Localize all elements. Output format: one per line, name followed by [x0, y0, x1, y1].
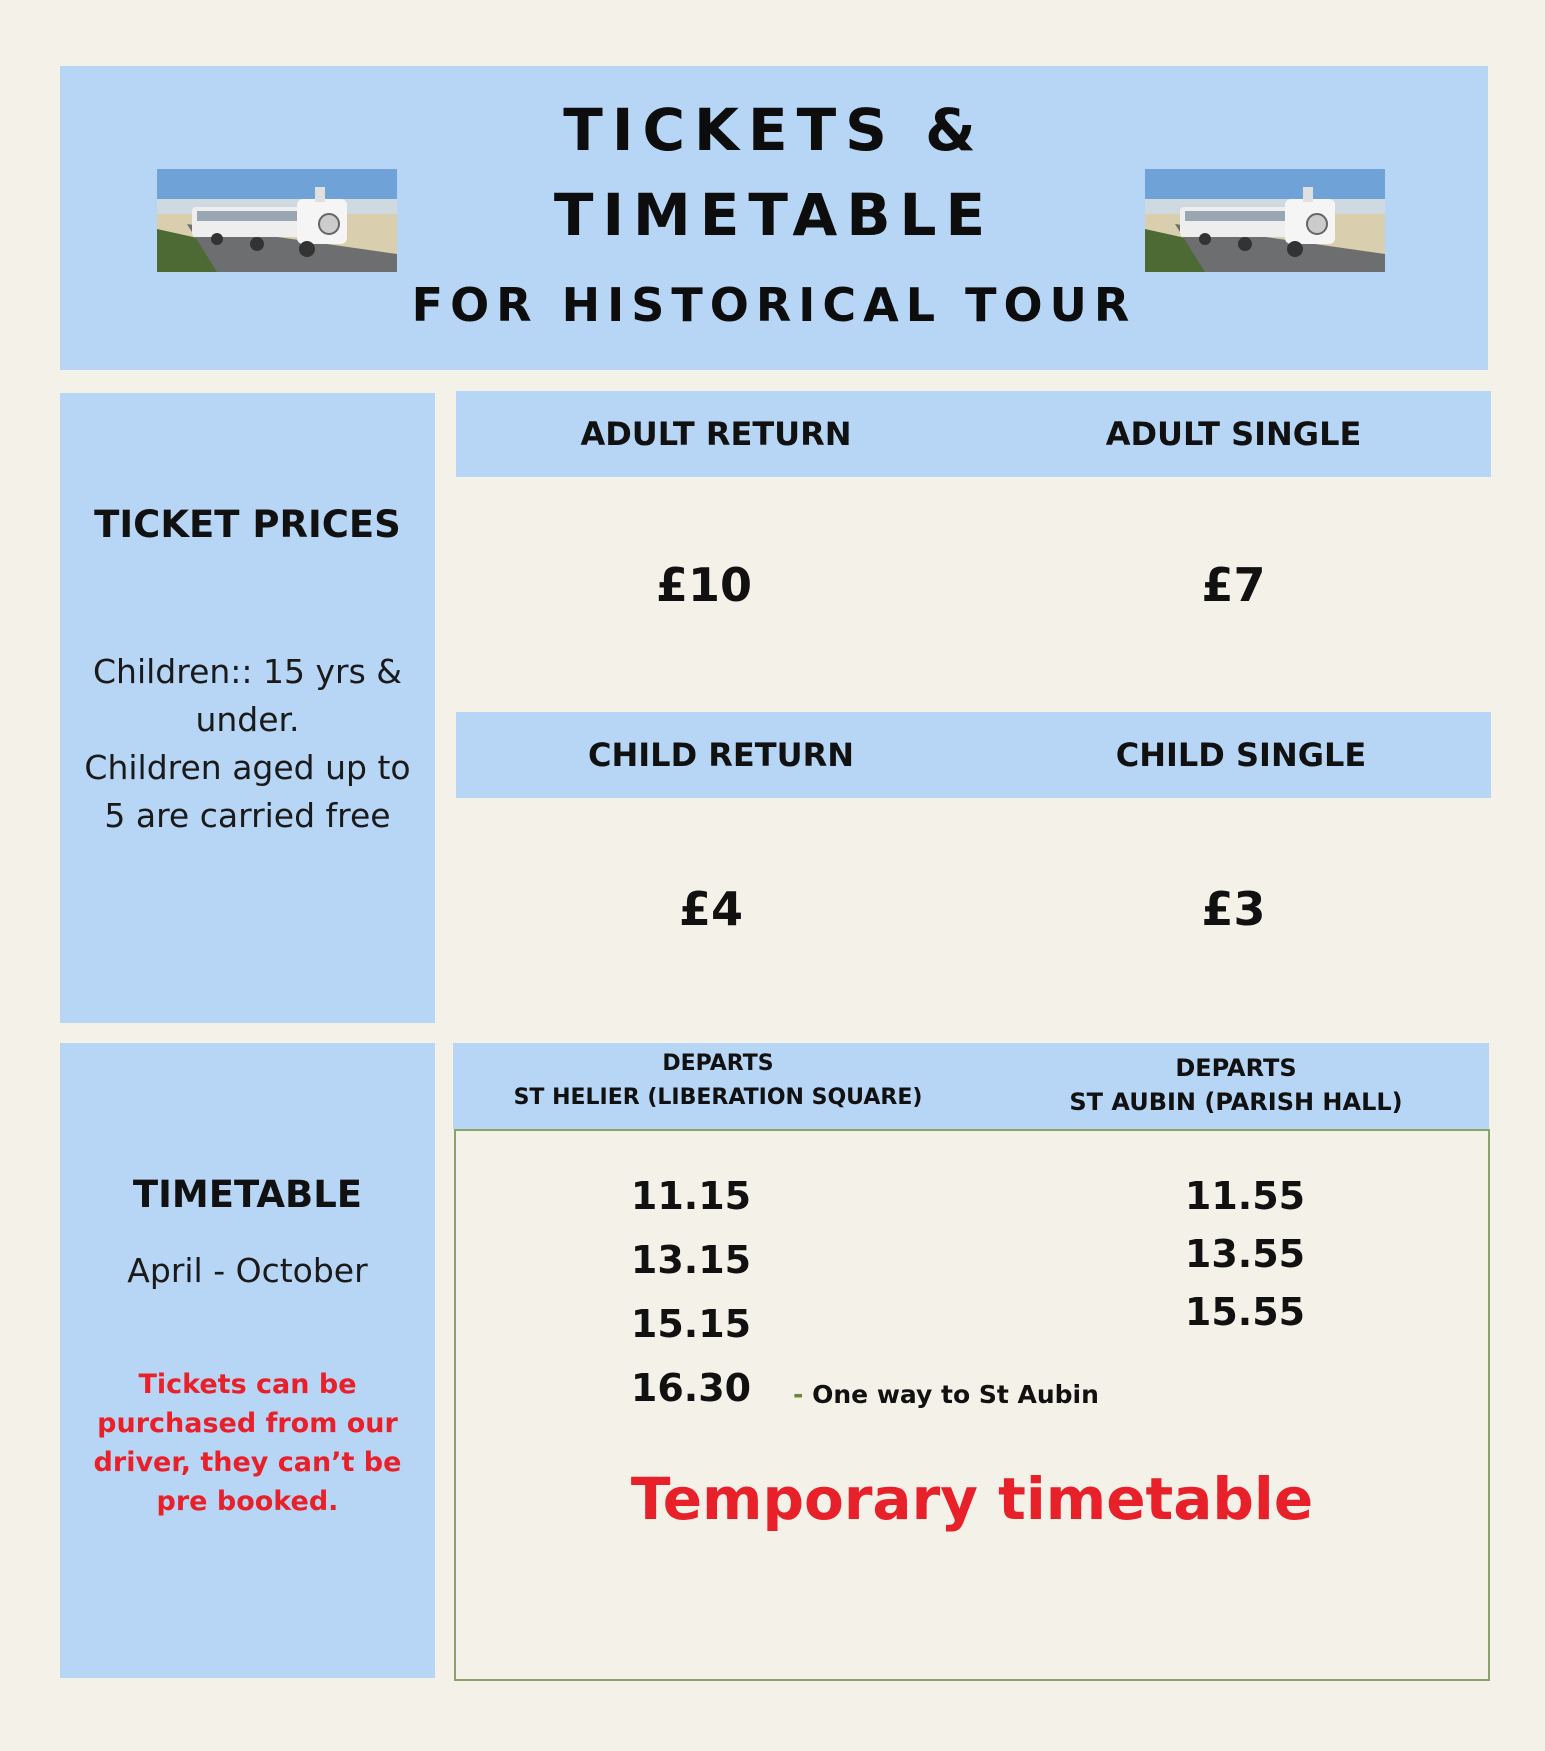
adult-single-label: ADULT SINGLE	[1105, 415, 1362, 453]
train-photo-right	[1145, 169, 1385, 272]
children-note-4: 5 are carried free	[104, 796, 391, 835]
st-helier-departs-line1: DEPARTS	[662, 1051, 774, 1076]
one-way-dash: -	[793, 1380, 804, 1409]
one-way-text: One way to St Aubin	[812, 1380, 1099, 1409]
timetable-column-header	[453, 1043, 1489, 1129]
st-aubin-departs-line2: ST AUBIN (PARISH HALL)	[1069, 1088, 1403, 1116]
train-photo-left	[157, 169, 397, 272]
child-return-label: CHILD RETURN	[588, 736, 854, 774]
title-line-2: TIMETABLE	[553, 181, 995, 249]
st-helier-time-2: 13.15	[630, 1238, 752, 1282]
child-price-header	[456, 712, 1491, 798]
adult-price-header	[456, 391, 1491, 477]
adult-single-price: £7	[1201, 558, 1266, 612]
children-note-2: under.	[195, 700, 300, 739]
st-aubin-time-2: 13.55	[1184, 1232, 1306, 1276]
child-single-label: CHILD SINGLE	[1115, 736, 1367, 774]
children-note-3: Children aged up to	[84, 748, 411, 787]
child-single-price: £3	[1201, 882, 1266, 936]
timetable-heading: TIMETABLE	[132, 1173, 363, 1216]
child-return-price: £4	[678, 882, 743, 936]
ticket-prices-panel	[60, 393, 435, 1023]
header-banner	[60, 66, 1488, 370]
adult-return-label: ADULT RETURN	[580, 415, 852, 453]
st-aubin-time-3: 15.55	[1184, 1290, 1306, 1334]
purchase-note-1: Tickets can be	[138, 1369, 357, 1400]
adult-return-price: £10	[655, 558, 753, 612]
st-helier-departs-line2: ST HELIER (LIBERATION SQUARE)	[513, 1085, 923, 1110]
ticket-prices-heading: TICKET PRICES	[94, 503, 401, 546]
subtitle: FOR HISTORICAL TOUR	[411, 278, 1137, 332]
purchase-note-4: pre booked.	[156, 1486, 339, 1517]
title-line-1: TICKETS &	[563, 96, 985, 164]
st-aubin-departs	[983, 1051, 1489, 1119]
timetable-season: April - October	[127, 1251, 368, 1290]
st-helier-time-4: 16.30	[630, 1366, 752, 1410]
purchase-note-2: purchased from our	[97, 1408, 398, 1439]
timetable-panel	[60, 1043, 435, 1678]
one-way-note	[793, 1380, 1099, 1409]
purchase-note-3: driver, they can’t be	[93, 1447, 402, 1478]
st-aubin-time-1: 11.55	[1184, 1174, 1306, 1218]
st-aubin-departs-line1: DEPARTS	[1175, 1054, 1297, 1082]
st-helier-time-3: 15.15	[630, 1302, 752, 1346]
children-note-1: Children:: 15 yrs &	[92, 652, 403, 691]
st-helier-time-1: 11.15	[630, 1174, 752, 1218]
temporary-timetable-notice: Temporary timetable	[630, 1465, 1314, 1533]
st-helier-departs	[453, 1047, 983, 1115]
